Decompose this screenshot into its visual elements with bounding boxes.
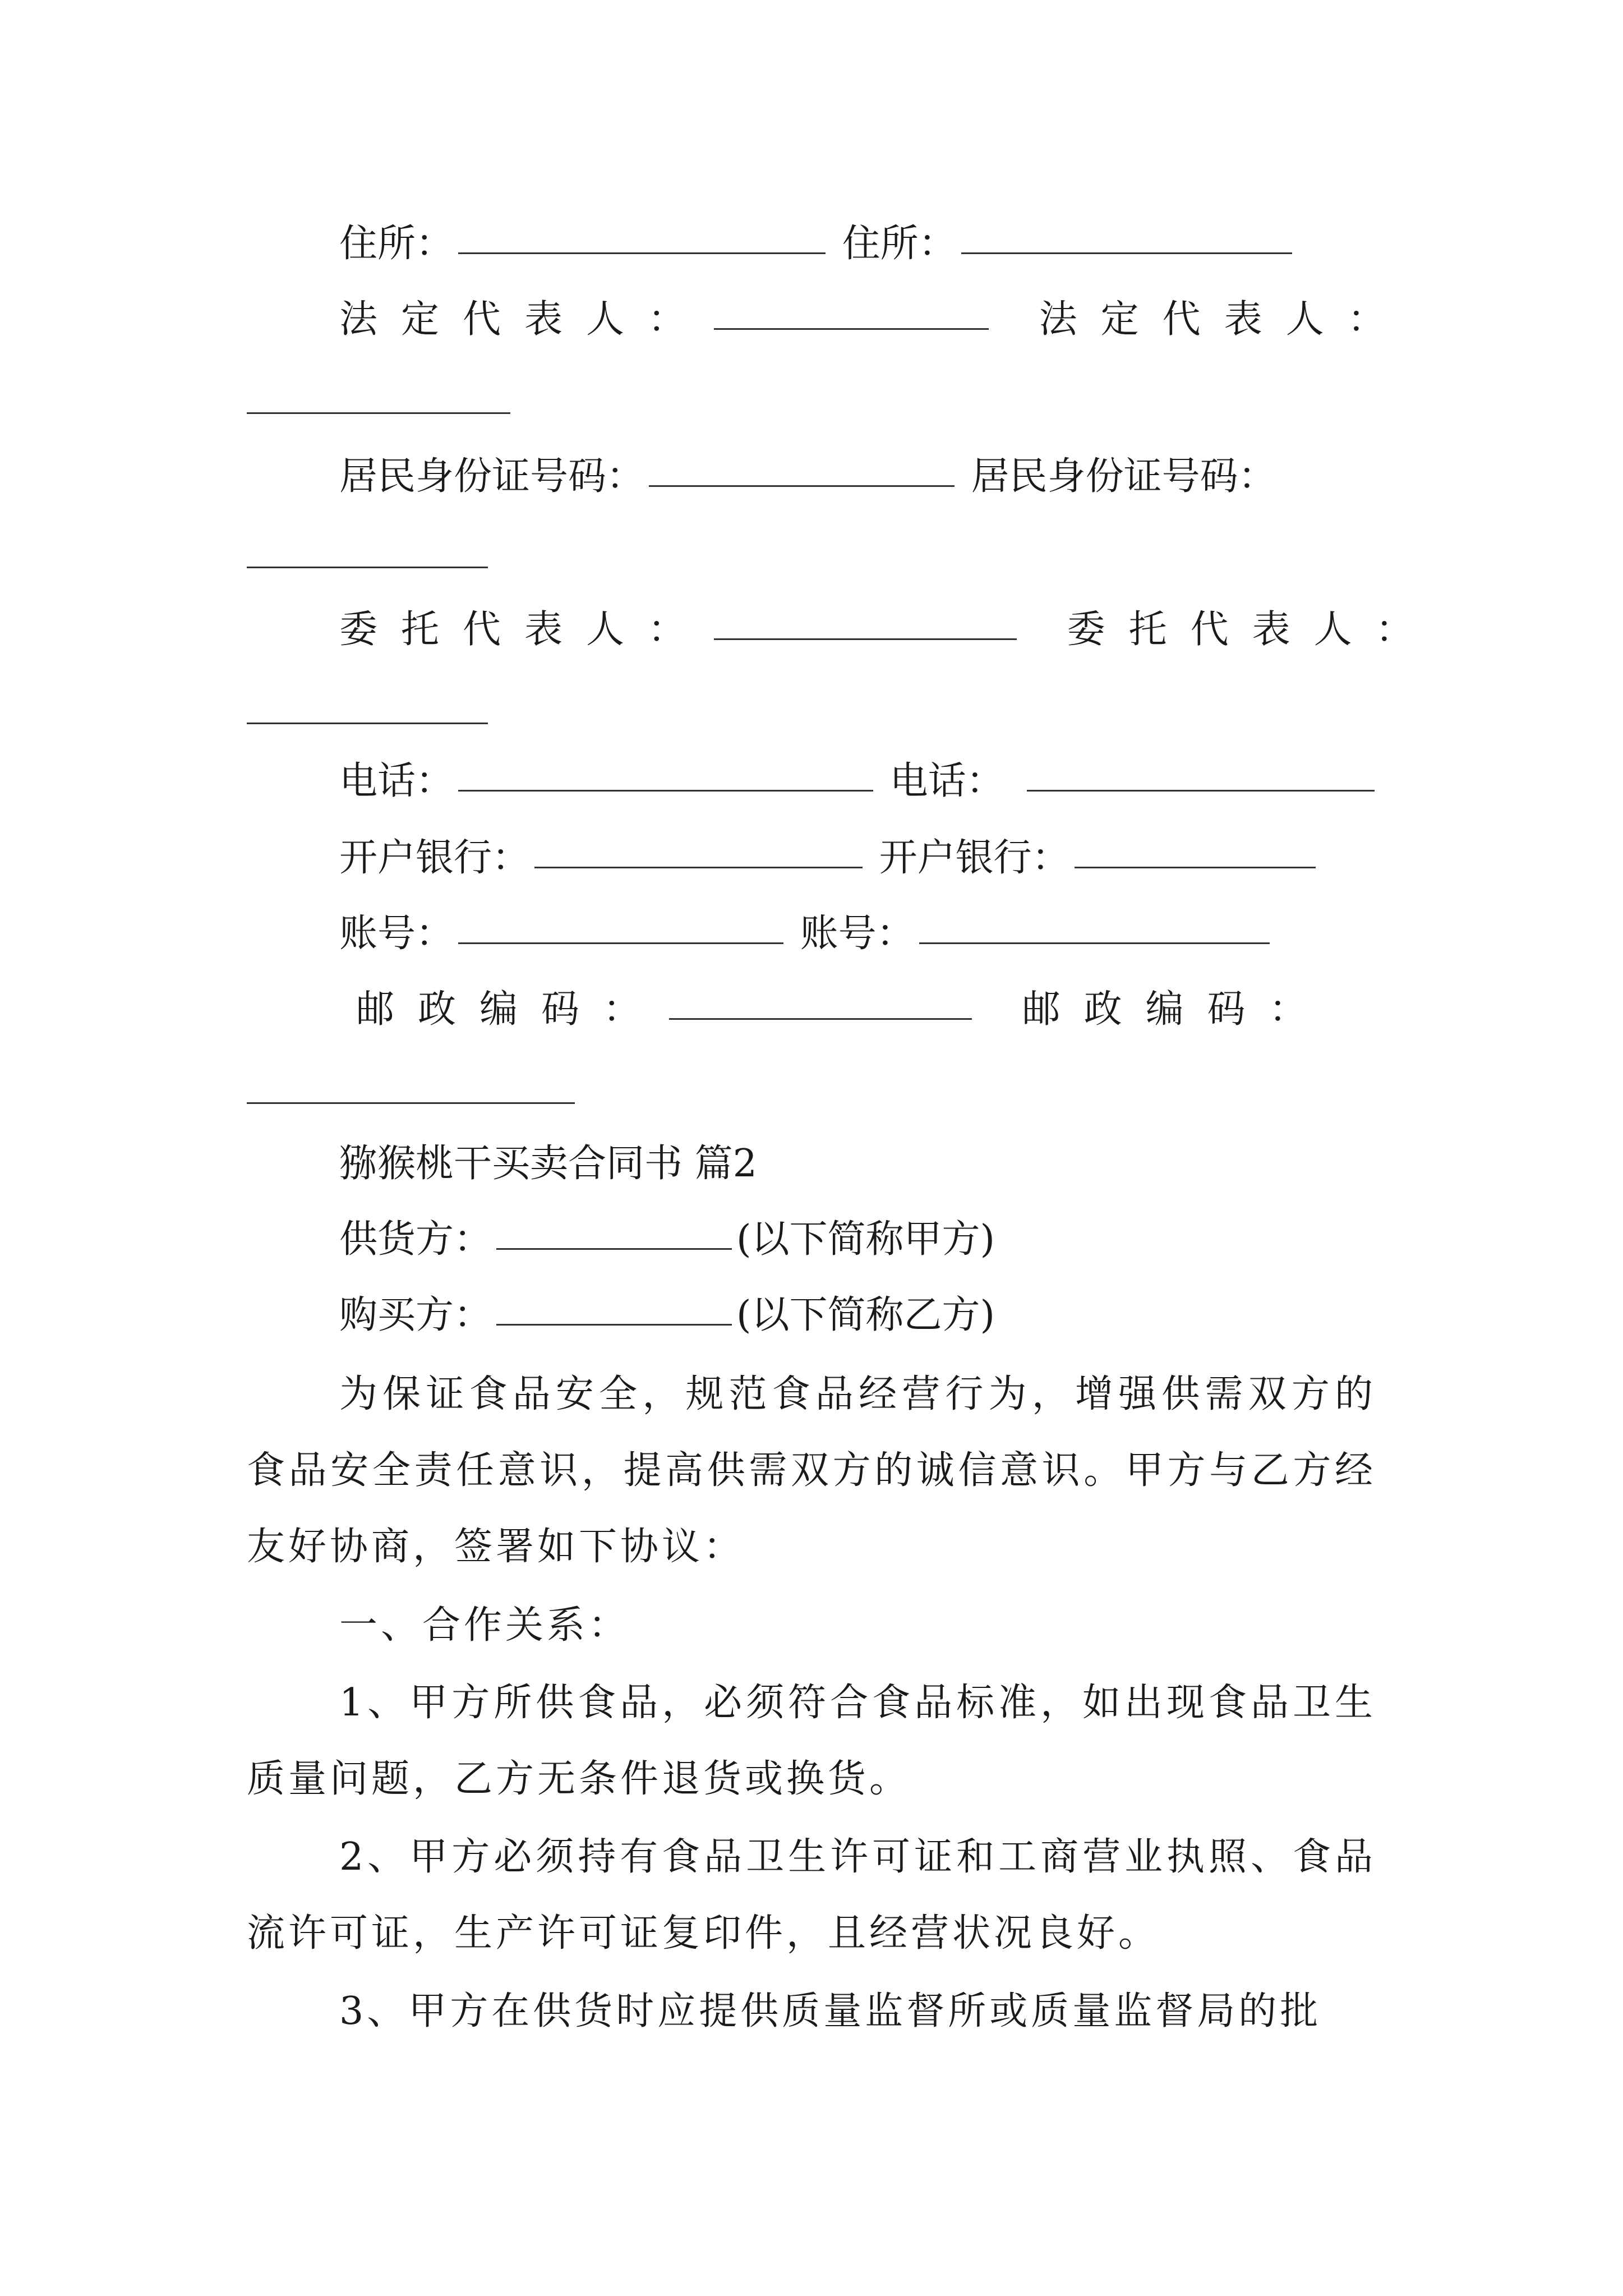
legal-rep-blank-a[interactable] [714,328,989,330]
bank-label-a: 开户银行： [339,836,531,880]
section-title [247,1122,1376,1206]
agent-row [247,588,1437,672]
phone-label-b: 电话： [889,759,1004,803]
supplier-blank[interactable] [496,1248,732,1250]
agent-blank-a[interactable] [714,638,1017,640]
preamble-paragraph: 为保证食品安全，规范食品经营行为，增强供需双方的食品安全责任意识，提高供需双方的诚信意识。甲方与乙方经友好协商，签署如下协议： [247,1372,1376,1569]
legal-rep-row [247,278,1409,362]
agent-label-a: 委托代表人： [339,608,710,652]
postcode-row [247,968,1376,1052]
phone-row [247,739,1376,823]
bank-label-b: 开户银行： [879,836,1070,880]
account-row [247,892,1376,976]
postcode-blank-a[interactable] [669,1018,972,1020]
supplier-row [247,1198,1376,1282]
postcode-label-b: 邮政编码： [1022,987,1331,1032]
supplier-label: 供货方： [339,1217,492,1262]
clause-1: 1、甲方所供食品，必须符合食品标准，如出现食品卫生质量问题，乙方无条件退货或换货。 [247,1681,1376,1801]
address-label-a: 住所： [339,222,454,266]
address-row [247,202,1376,286]
heading-cooperation: 一、合作关系： [339,1603,630,1648]
id-label-b: 居民身份证号码： [971,454,1276,499]
agent-blank-b[interactable] [247,723,488,724]
account-label-a: 账号： [339,912,454,956]
buyer-row [247,1273,1376,1358]
account-blank-b[interactable] [919,942,1270,944]
legal-rep-blank-b[interactable] [247,412,510,414]
id-row [247,435,1376,519]
postcode-blank-b[interactable] [247,1102,575,1104]
agent-label-b: 委托代表人： [1067,608,1437,652]
bank-blank-b[interactable] [1075,867,1316,868]
id-label-a: 居民身份证号码： [339,454,645,499]
id-blank-b[interactable] [247,567,488,568]
bank-blank-a[interactable] [534,867,863,868]
address-blank-b[interactable] [961,252,1292,254]
section-title-text: 猕猴桃干买卖合同书 篇2 [339,1142,757,1186]
phone-blank-b[interactable] [1027,790,1375,792]
postcode-label-a: 邮政编码： [356,987,665,1032]
address-label-b: 住所： [842,222,957,266]
legal-rep-label-a: 法定代表人： [339,297,710,342]
buyer-note: (以下简称乙方) [736,1293,995,1337]
phone-label-a: 电话： [339,759,454,803]
buyer-blank[interactable] [496,1324,732,1326]
buyer-label: 购买方： [339,1293,492,1337]
account-label-b: 账号： [800,912,915,956]
phone-blank-a[interactable] [458,790,873,792]
supplier-note: (以下简称甲方) [736,1217,995,1262]
legal-rep-label-b: 法定代表人： [1039,297,1409,342]
id-blank-a[interactable] [649,485,955,487]
address-blank-a[interactable] [458,252,826,254]
clause-2: 2、甲方必须持有食品卫生许可证和工商营业执照、食品流许可证，生产许可证复印件，且经营状况良好。 [247,1835,1376,1955]
bank-row [247,816,1376,900]
account-blank-a[interactable] [458,942,783,944]
clause-3: 3、甲方在供货时应提供质量监督所或质量监督局的批 [339,1989,1322,2033]
